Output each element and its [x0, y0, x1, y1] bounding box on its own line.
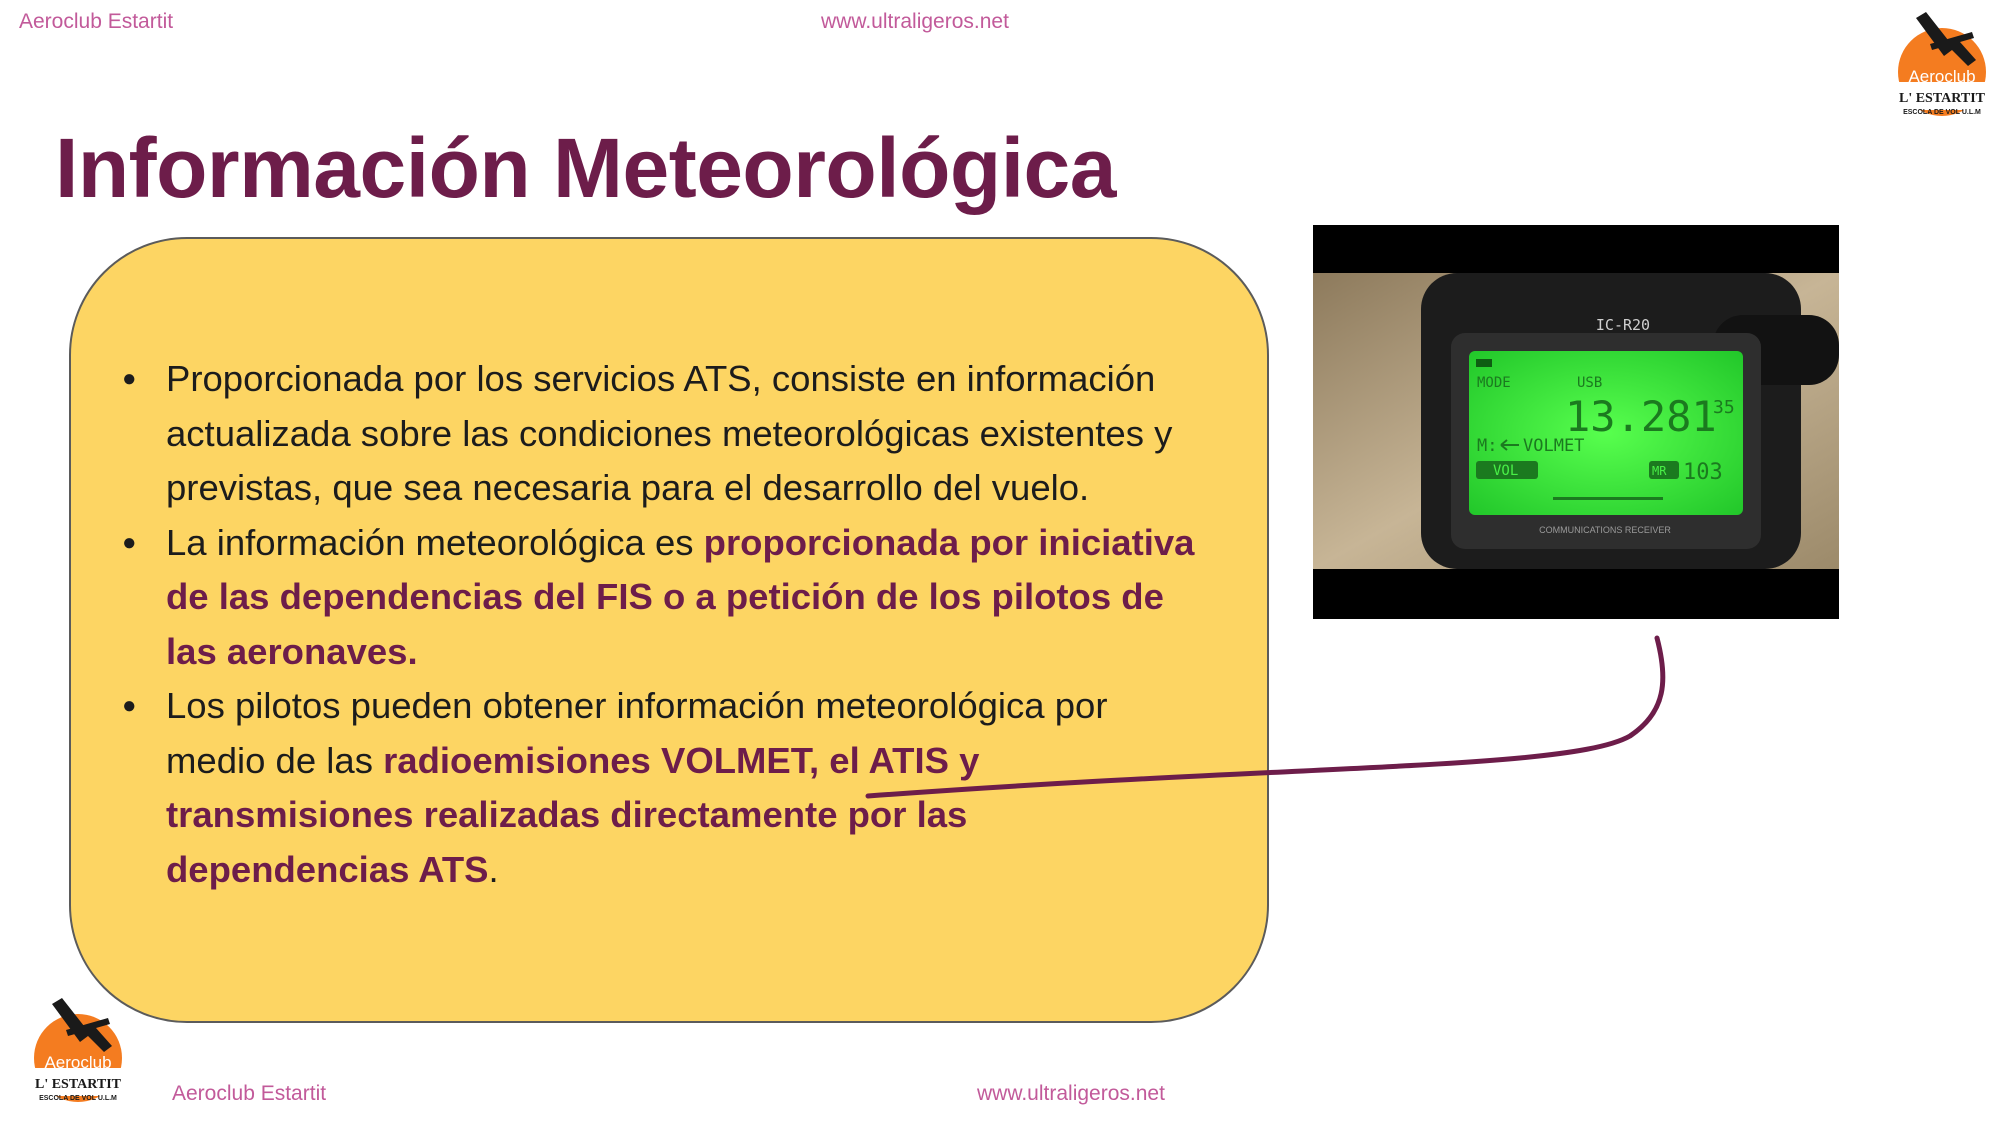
page-title: Información Meteorológica: [55, 121, 1116, 215]
bullet-text: La información meteorológica es: [166, 521, 704, 563]
bullet-item: [116, 352, 1196, 516]
radio-model-label: IC-R20: [1595, 316, 1651, 334]
bullet-text-end: .: [488, 848, 499, 890]
footer-website[interactable]: www.ultraligeros.net: [977, 1082, 1165, 1105]
bullet-highlight: radioemisiones VOLMET, el ATIS y transmisiones realizadas directamente por las dependencias ATS: [166, 739, 980, 890]
bullet-text: Proporcionada por los servicios ATS, consiste en información actualizada sobre las condiciones meteorológicas existentes y previstas, que sea necesaria para el desarrollo del vuelo.: [166, 358, 1173, 508]
logo-club-text: Aeroclub: [1908, 67, 1976, 86]
radio-frequency: 13.281: [1565, 392, 1717, 441]
logo-subtitle-text: ESCOLA DE VOL U.L.M: [39, 1095, 117, 1102]
logo-name-text: L' ESTARTIT: [34, 1077, 122, 1092]
radio-mr-value: 103: [1683, 460, 1723, 485]
radio-memory-label: M:: [1477, 436, 1498, 456]
radio-mr-label: MR: [1652, 464, 1667, 478]
header-club-name: Aeroclub Estartit: [19, 10, 174, 33]
logo-club-text: Aeroclub: [44, 1053, 112, 1072]
logo-subtitle-text: ESCOLA DE VOL U.L.M: [1903, 109, 1981, 116]
bullet-item: [116, 516, 1196, 680]
bullet-highlight: proporcionada por iniciativa de las dependencias del FIS o a petición de los pilotos de las aeronaves.: [166, 521, 1195, 672]
footer-club-name: Aeroclub Estartit: [172, 1082, 327, 1105]
radio-vol-label: VOL: [1493, 463, 1519, 479]
radio-mode-value: USB: [1577, 375, 1603, 391]
club-logo-top: [1886, 4, 1998, 126]
club-logo-bottom: [22, 990, 134, 1112]
bullet-text: Los pilotos pueden obtener información meteorológica por medio de las: [166, 685, 1108, 781]
radio-mode-label: MODE: [1477, 375, 1511, 391]
radio-frequency-suffix: 35: [1713, 397, 1735, 418]
radio-brand-caption: COMMUNICATIONS RECEIVER: [1539, 525, 1671, 535]
header-website[interactable]: www.ultraligeros.net: [821, 10, 1009, 33]
bullet-item: [116, 679, 1196, 897]
radio-memory-name: VOLMET: [1523, 436, 1585, 456]
logo-name-text: L' ESTARTIT: [1898, 91, 1986, 106]
bullet-list: [116, 352, 1196, 897]
radio-receiver-photo: [1313, 225, 1839, 619]
